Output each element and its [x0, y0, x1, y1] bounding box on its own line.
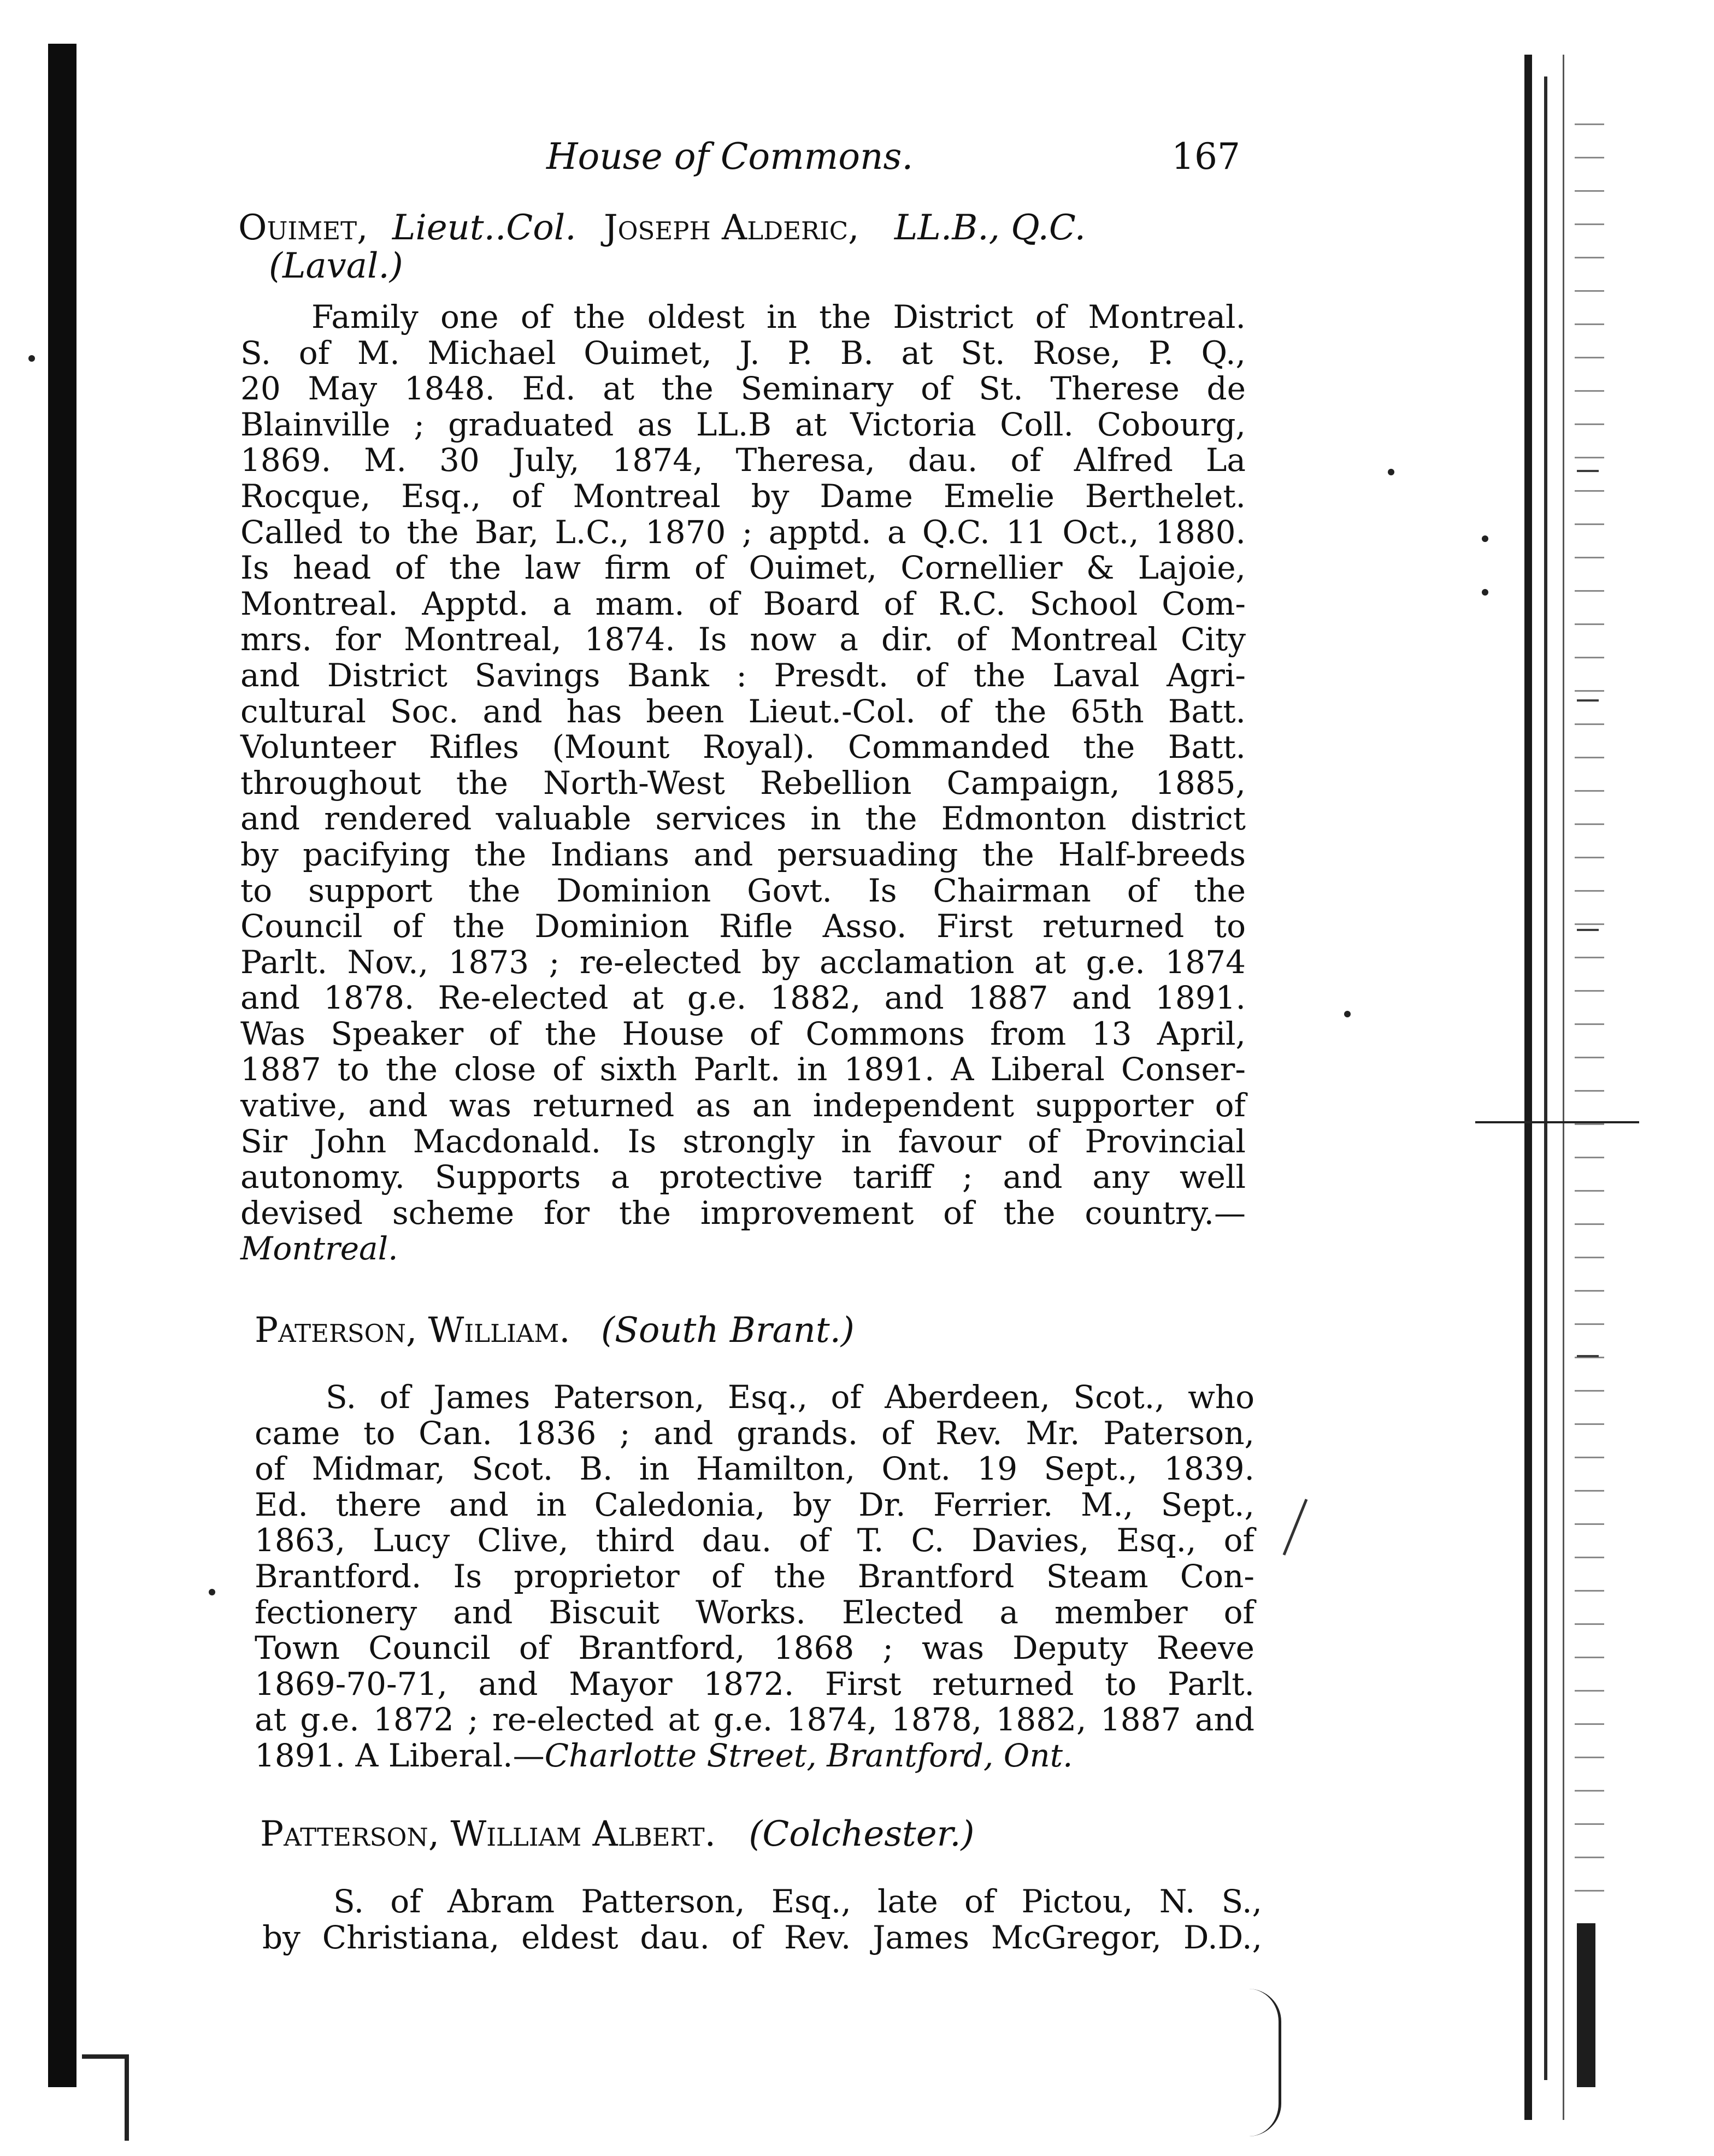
pencil-bracket: [1224, 1989, 1281, 2136]
text-line: Rocque, Esq., of Montreal by Dame Emelie Berthelet.: [240, 477, 1246, 515]
scan-speck: [209, 1589, 215, 1595]
adjacent-page-edge: [1524, 55, 1612, 2120]
scan-speck: [1388, 469, 1394, 475]
text-line: Was Speaker of the House of Commons from 13 April,: [240, 1015, 1246, 1052]
text-line: by pacifying the Indians and persuading the Half-breeds: [240, 835, 1246, 873]
running-header: [546, 136, 1240, 185]
text-line: cultural Soc. and has been Lieut.-Col. of the 65th Batt.: [240, 692, 1246, 730]
text-line: and rendered valuable services in the Edmonton district: [240, 800, 1246, 838]
text-line: Montreal. Apptd. a mam. of Board of R.C. School Com-: [240, 585, 1246, 622]
text-line: 1863, Lucy Clive, third dau. of T. C. Davies, Esq., of: [255, 1522, 1254, 1559]
entry-surname: Ouimet,: [238, 208, 368, 248]
text-line: Is head of the law firm of Ouimet, Cornellier & Lajoie,: [240, 549, 1246, 587]
text-line: Blainville ; graduated as LL.B at Victoria Coll. Cobourg,: [240, 405, 1246, 443]
entry-given-names: Joseph Alderic,: [603, 208, 859, 248]
text-line: came to Can. 1836 ; and grands. of Rev. Mr. Paterson,: [255, 1414, 1254, 1452]
text-line: Volunteer Rifles (Mount Royal). Commanded the Batt.: [240, 728, 1246, 766]
entry-address: Charlotte Street, Brantford, Ont.: [544, 1736, 1073, 1774]
text-line: and 1878. Re-elected at g.e. 1882, and 1887 and 1891.: [240, 979, 1246, 1017]
text-line: mrs. for Montreal, 1874. Is now a dir. of Montreal City: [240, 621, 1246, 658]
text-line: S. of James Paterson, Esq., of Aberdeen, Scot., who: [326, 1379, 1254, 1416]
text-line: 20 May 1848. Ed. at the Seminary of St. Therese de: [240, 370, 1246, 408]
scan-speck: [1482, 535, 1488, 542]
text-line: Brantford. Is proprietor of the Brantford Steam Con-: [255, 1557, 1254, 1595]
text-fragment: 1891. A Liberal.—: [255, 1736, 545, 1774]
text-line: Parlt. Nov., 1873 ; re-elected by acclamation at g.e. 1874: [240, 943, 1246, 981]
entry-constituency: (Colchester.): [749, 1814, 975, 1854]
scan-speck: [1482, 589, 1488, 596]
entry-constituency: (Laval.): [269, 246, 403, 286]
text-line: S. of M. Michael Ouimet, J. P. B. at St. Rose, P. Q.,: [240, 334, 1246, 372]
scan-speck: [1344, 1011, 1351, 1017]
text-line: devised scheme for the improvement of the country.—: [240, 1194, 1246, 1232]
text-line: 1887 to the close of sixth Parlt. in 1891. A Liberal Conser-: [240, 1051, 1246, 1088]
entry-constituency: (South Brant.): [601, 1310, 855, 1351]
pencil-mark: [1283, 1499, 1308, 1556]
entry-heading: [260, 1815, 975, 1853]
text-line: throughout the North-West Rebellion Campaign, 1885,: [240, 764, 1246, 802]
text-line: Council of the Dominion Rifle Asso. First returned to: [240, 908, 1246, 945]
binding-shadow: [48, 44, 76, 2087]
entry-body: [262, 1884, 1262, 1955]
entry-body: [255, 1380, 1254, 1774]
entry-heading: [255, 1311, 855, 1350]
text-line: [255, 1738, 1254, 1774]
text-line: Called to the Bar, L.C., 1870 ; apptd. a Q.C. 11 Oct., 1880.: [240, 513, 1246, 551]
entry-degree: LL.B., Q.C.: [894, 208, 1086, 248]
text-line: 1869-70-71, and Mayor 1872. First returned to Parlt.: [255, 1665, 1254, 1703]
text-line: fectionery and Biscuit Works. Elected a member of: [255, 1593, 1254, 1631]
entry-address: Montreal.: [240, 1230, 398, 1268]
scan-line: [1475, 1121, 1639, 1123]
text-line: by Christiana, eldest dau. of Rev. James McGregor, D.D.,: [262, 1918, 1262, 1956]
text-line: Town Council of Brantford, 1868 ; was Deputy Reeve: [255, 1629, 1254, 1667]
text-line: vative, and was returned as an independent supporter of: [240, 1087, 1246, 1124]
text-line: autonomy. Supports a protective tariff ; and any well: [240, 1158, 1246, 1196]
text-line: Sir John Macdonald. Is strongly in favour of Provincial: [240, 1122, 1246, 1160]
running-title: House of Commons.: [546, 136, 914, 178]
text-line: Family one of the oldest in the District of Montreal.: [311, 298, 1246, 335]
text-line: 1869. M. 30 July, 1874, Theresa, dau. of Alfred La: [240, 441, 1246, 479]
entry-body: [240, 299, 1246, 1267]
text-line: to support the Dominion Govt. Is Chairman of the: [240, 871, 1246, 909]
text-line: and District Savings Bank : Presdt. of the Laval Agri-: [240, 656, 1246, 694]
text-line: S. of Abram Patterson, Esq., late of Pictou, N. S.,: [333, 1883, 1262, 1920]
entry-surname: Paterson, William.: [255, 1310, 570, 1351]
text-line: at g.e. 1872 ; re-elected at g.e. 1874, 1878, 1882, 1887 and: [255, 1701, 1254, 1739]
text-line: Ed. there and in Caledonia, by Dr. Ferrier. M., Sept.,: [255, 1486, 1254, 1523]
text-line: of Midmar, Scot. B. in Hamilton, Ont. 19 Sept., 1839.: [255, 1450, 1254, 1488]
entry-heading: [238, 209, 1086, 247]
scan-speck: [28, 355, 35, 362]
entry-surname: Patterson, William Albert.: [260, 1814, 716, 1854]
page-number: 167: [1171, 136, 1240, 178]
entry-rank: Lieut..Col.: [392, 208, 576, 248]
page-corner-mark: [82, 2054, 129, 2141]
